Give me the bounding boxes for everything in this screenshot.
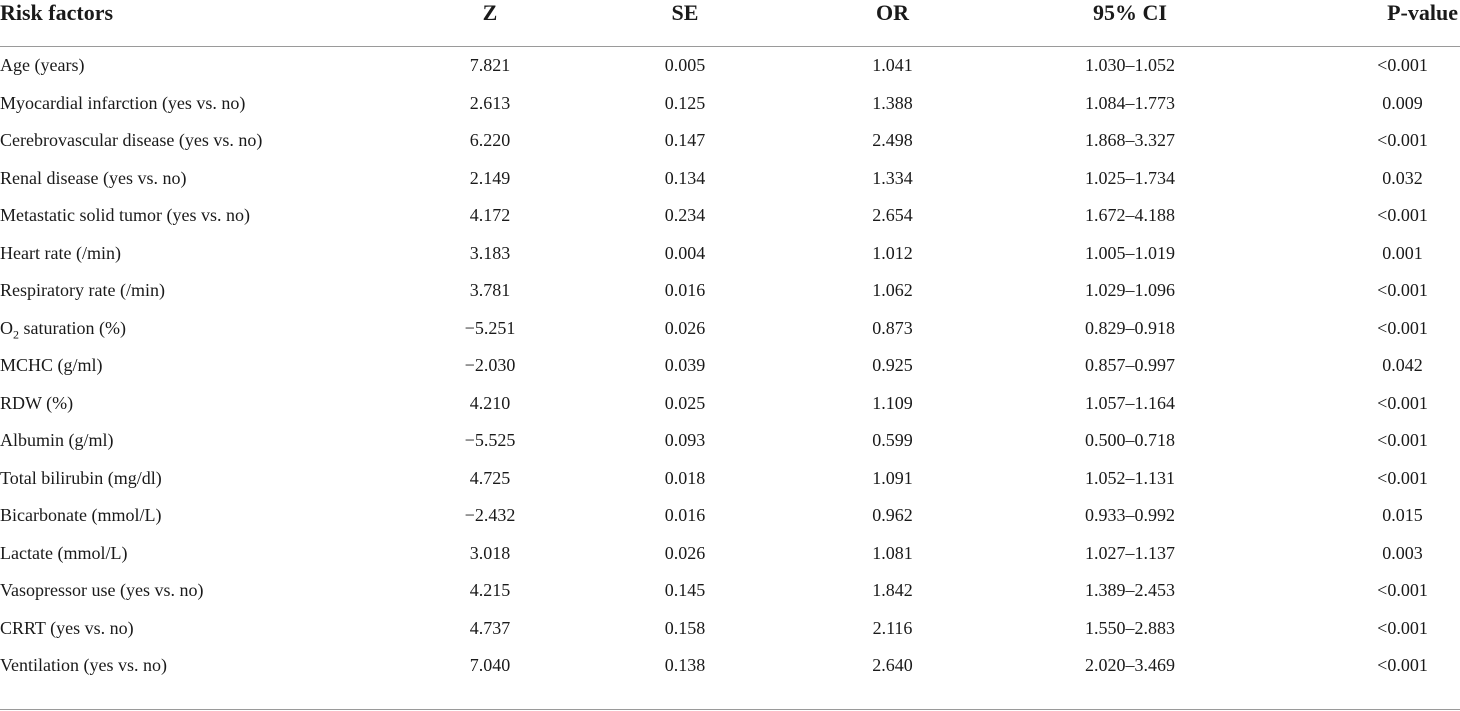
cell-p-value: <0.001 <box>1377 467 1428 488</box>
cell-z: 3.018 <box>469 542 511 563</box>
table-row <box>0 385 1460 423</box>
cell-z: 4.210 <box>469 392 511 413</box>
cell-se: 0.138 <box>664 655 706 675</box>
cell-or: 2.640 <box>872 655 913 675</box>
cell-risk-factor <box>0 310 400 348</box>
cell-z: 7.821 <box>469 55 511 75</box>
cell-se: 0.158 <box>664 617 706 638</box>
cell-z: 4.172 <box>469 205 511 225</box>
cell-se: 0.234 <box>664 205 706 225</box>
table-header <box>0 0 1460 47</box>
cell-ci: 0.500–0.718 <box>1085 430 1175 450</box>
header-ci: 95% CI <box>995 0 1265 47</box>
cell-p-value: <0.001 <box>1377 655 1428 675</box>
header-z: Z <box>400 0 580 47</box>
cell-risk-factor: MCHC (g/ml) <box>0 355 103 375</box>
cell-p-value: 0.015 <box>1382 505 1423 525</box>
table-row <box>0 460 1460 498</box>
table-row <box>0 347 1460 385</box>
cell-risk-factor: Lactate (mmol/L) <box>0 542 128 563</box>
table-row <box>0 647 1460 685</box>
table-row <box>0 85 1460 123</box>
cell-ci: 2.020–3.469 <box>1085 655 1175 675</box>
cell-p-value: 0.001 <box>1382 242 1423 263</box>
cell-risk-factor: CRRT (yes vs. no) <box>0 617 134 638</box>
table-row <box>0 122 1460 160</box>
factor-suffix: saturation (%) <box>19 317 126 338</box>
cell-or: 1.334 <box>872 167 913 188</box>
cell-ci: 0.857–0.997 <box>1085 355 1175 375</box>
cell-se: 0.145 <box>664 580 706 600</box>
cell-se: 0.018 <box>664 467 706 488</box>
cell-ci: 1.025–1.734 <box>1085 167 1175 188</box>
table-row <box>0 197 1460 235</box>
cell-or: 0.962 <box>872 505 913 525</box>
cell-risk-factor: Respiratory rate (/min) <box>0 280 165 300</box>
cell-se: 0.039 <box>664 355 706 375</box>
table-row <box>0 235 1460 273</box>
cell-or: 2.498 <box>872 130 913 150</box>
cell-p-value: <0.001 <box>1377 392 1428 413</box>
cell-z: 2.613 <box>469 92 511 113</box>
cell-p-value: 0.042 <box>1382 355 1423 375</box>
cell-risk-factor: RDW (%) <box>0 392 74 413</box>
cell-p-value: <0.001 <box>1377 55 1428 75</box>
header-risk-factors: Risk factors <box>0 0 400 47</box>
cell-p-value: <0.001 <box>1377 130 1428 150</box>
cell-or: 1.041 <box>872 55 913 75</box>
table-row <box>0 535 1460 573</box>
cell-or: 1.062 <box>872 280 913 300</box>
cell-se: 0.026 <box>664 317 706 338</box>
cell-risk-factor: Renal disease (yes vs. no) <box>0 167 187 188</box>
cell-z: −5.251 <box>464 317 516 338</box>
cell-or: 0.873 <box>872 317 913 338</box>
cell-risk-factor: Bicarbonate (mmol/L) <box>0 505 162 525</box>
cell-p-value: 0.003 <box>1382 542 1423 563</box>
cell-ci: 1.868–3.327 <box>1085 130 1175 150</box>
cell-se: 0.016 <box>664 280 706 300</box>
table-row <box>0 272 1460 310</box>
cell-p-value: <0.001 <box>1377 280 1428 300</box>
cell-se: 0.025 <box>664 392 706 413</box>
cell-p-value: <0.001 <box>1377 430 1428 450</box>
cell-se: 0.147 <box>664 130 706 150</box>
cell-ci: 1.084–1.773 <box>1085 92 1175 113</box>
cell-or: 2.654 <box>872 205 913 225</box>
cell-risk-factor: Metastatic solid tumor (yes vs. no) <box>0 205 250 225</box>
table-row <box>0 310 1460 348</box>
cell-risk-factor: Cerebrovascular disease (yes vs. no) <box>0 130 263 150</box>
cell-risk-factor: Heart rate (/min) <box>0 242 121 263</box>
cell-ci: 1.550–2.883 <box>1085 617 1175 638</box>
cell-or: 1.109 <box>872 392 913 413</box>
cell-or: 0.599 <box>872 430 913 450</box>
cell-se: 0.093 <box>664 430 706 450</box>
table-row <box>0 610 1460 648</box>
header-or: OR <box>790 0 995 47</box>
cell-z: −5.525 <box>464 430 516 450</box>
cell-or: 1.388 <box>872 92 913 113</box>
cell-ci: 1.389–2.453 <box>1085 580 1175 600</box>
cell-or: 1.842 <box>872 580 913 600</box>
cell-z: 3.183 <box>469 242 511 263</box>
cell-p-value: <0.001 <box>1377 617 1428 638</box>
cell-or: 1.012 <box>872 242 913 263</box>
cell-se: 0.026 <box>664 542 706 563</box>
table-body <box>0 47 1460 685</box>
table-row <box>0 47 1460 85</box>
cell-p-value: 0.032 <box>1382 167 1423 188</box>
cell-z: 6.220 <box>469 130 511 150</box>
table-row <box>0 160 1460 198</box>
cell-z: 4.737 <box>469 617 511 638</box>
header-p-value: P-value <box>1265 0 1460 47</box>
cell-p-value: <0.001 <box>1377 317 1428 338</box>
table-row <box>0 572 1460 610</box>
cell-z: 2.149 <box>469 167 511 188</box>
cell-ci: 1.029–1.096 <box>1085 280 1175 300</box>
cell-risk-factor: Age (years) <box>0 55 85 75</box>
cell-z: 3.781 <box>469 280 511 300</box>
header-se: SE <box>580 0 790 47</box>
header-row <box>0 0 1460 47</box>
cell-ci: 1.005–1.019 <box>1085 242 1175 263</box>
factor-subscript: 2 <box>13 327 19 342</box>
cell-risk-factor: Total bilirubin (mg/dl) <box>0 467 162 488</box>
cell-ci: 1.672–4.188 <box>1085 205 1175 225</box>
cell-se: 0.125 <box>664 92 706 113</box>
cell-ci: 1.052–1.131 <box>1085 467 1175 488</box>
cell-z: 4.725 <box>469 467 511 488</box>
cell-p-value: 0.009 <box>1382 92 1423 113</box>
factor-prefix: O <box>0 317 13 338</box>
cell-se: 0.005 <box>664 55 706 75</box>
cell-z: −2.432 <box>464 505 516 525</box>
table-row <box>0 497 1460 535</box>
cell-ci: 1.057–1.164 <box>1085 392 1175 413</box>
cell-or: 1.081 <box>872 542 913 563</box>
cell-ci: 1.027–1.137 <box>1085 542 1175 563</box>
cell-risk-factor: Vasopressor use (yes vs. no) <box>0 580 204 600</box>
cell-ci: 1.030–1.052 <box>1085 55 1175 75</box>
cell-risk-factor: Myocardial infarction (yes vs. no) <box>0 92 246 113</box>
cell-se: 0.004 <box>664 242 706 263</box>
cell-or: 2.116 <box>872 617 913 638</box>
cell-or: 0.925 <box>872 355 913 375</box>
cell-z: 7.040 <box>469 655 511 675</box>
cell-se: 0.016 <box>664 505 706 525</box>
table-row <box>0 422 1460 460</box>
cell-p-value: <0.001 <box>1377 205 1428 225</box>
cell-p-value: <0.001 <box>1377 580 1428 600</box>
cell-ci: 0.933–0.992 <box>1085 505 1175 525</box>
cell-se: 0.134 <box>664 167 706 188</box>
cell-or: 1.091 <box>872 467 913 488</box>
cell-ci: 0.829–0.918 <box>1085 317 1175 338</box>
table-bottom-rule <box>0 709 1460 710</box>
cell-risk-factor: Ventilation (yes vs. no) <box>0 655 167 675</box>
cell-z: 4.215 <box>469 580 511 600</box>
cell-risk-factor: Albumin (g/ml) <box>0 430 114 450</box>
cell-z: −2.030 <box>464 355 516 375</box>
